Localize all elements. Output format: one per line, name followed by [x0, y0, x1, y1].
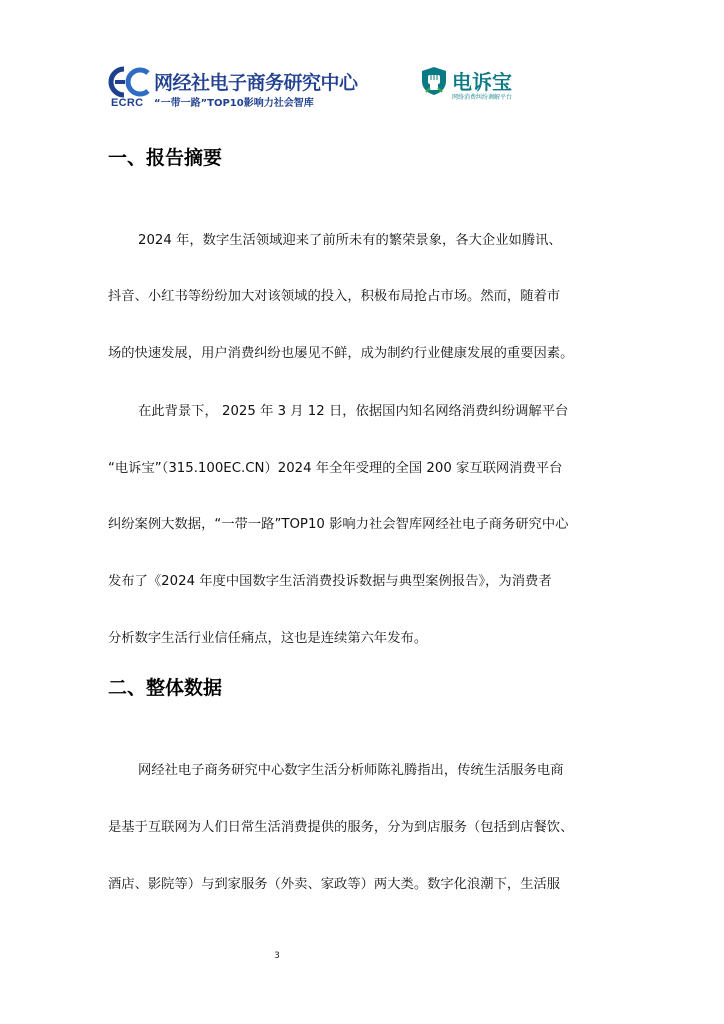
- ecrc-logo: [108, 66, 156, 110]
- dianshubao-logo: [420, 66, 540, 112]
- ecrc-abbreviation: ECRC: [111, 97, 144, 109]
- paragraph-line: “电诉宝”（315.100EC.CN）2024 年全年受理的全国 200 家互联网消费平台: [108, 461, 563, 476]
- paragraph-line: 在此背景下， 2025 年 3 月 12 日，依据国内知名网络消费纠纷调解平台: [138, 404, 569, 419]
- shield-fist-icon: [420, 66, 448, 96]
- paragraph-line: 2024 年，数字生活领域迎来了前所未有的繁荣景象，各大企业如腾讯、: [138, 233, 562, 248]
- paragraph-line: 纠纷案例大数据，“一带一路”TOP10 影响力社会智库网经社电子商务研究中心: [108, 517, 569, 532]
- section-heading-summary: 一、报告摘要: [108, 147, 223, 169]
- paragraph-line: 抖音、小红书等纷纷加大对该领域的投入，积极布局抢占市场。然而，随着市: [108, 289, 561, 304]
- dianshubao-name: 电诉宝: [452, 70, 512, 94]
- ecrc-organization-name: 网经社电子商务研究中心: [154, 72, 358, 94]
- paragraph-line: 是基于互联网为人们日常生活消费提供的服务，分为到店服务（包括到店餐饮、: [108, 820, 574, 835]
- dianshubao-subtitle: 网络消费纠纷调解平台: [452, 94, 513, 101]
- paragraph-line: 网经社电子商务研究中心数字生活分析师陈礼腾指出，传统生活服务电商: [138, 763, 564, 778]
- ecrc-logo-icon: [108, 66, 154, 98]
- page-header: [108, 66, 628, 112]
- section-heading-overall-data: 二、整体数据: [108, 677, 223, 699]
- ecrc-slogan: “一带一路”TOP10影响力社会智库: [154, 98, 314, 109]
- paragraph-line: 酒店、影院等）与到家服务（外卖、家政等）两大类。数字化浪潮下，生活服: [108, 877, 561, 892]
- paragraph-line: 分析数字生活行业信任痛点，这也是连续第六年发布。: [108, 631, 428, 646]
- page-number: 3: [274, 951, 280, 961]
- paragraph-line: 场的快速发展，用户消费纠纷也屡见不鲜，成为制约行业健康发展的重要因素。: [108, 346, 574, 361]
- paragraph-line: 发布了《2024 年度中国数字生活消费投诉数据与典型案例报告》，为消费者: [108, 574, 552, 589]
